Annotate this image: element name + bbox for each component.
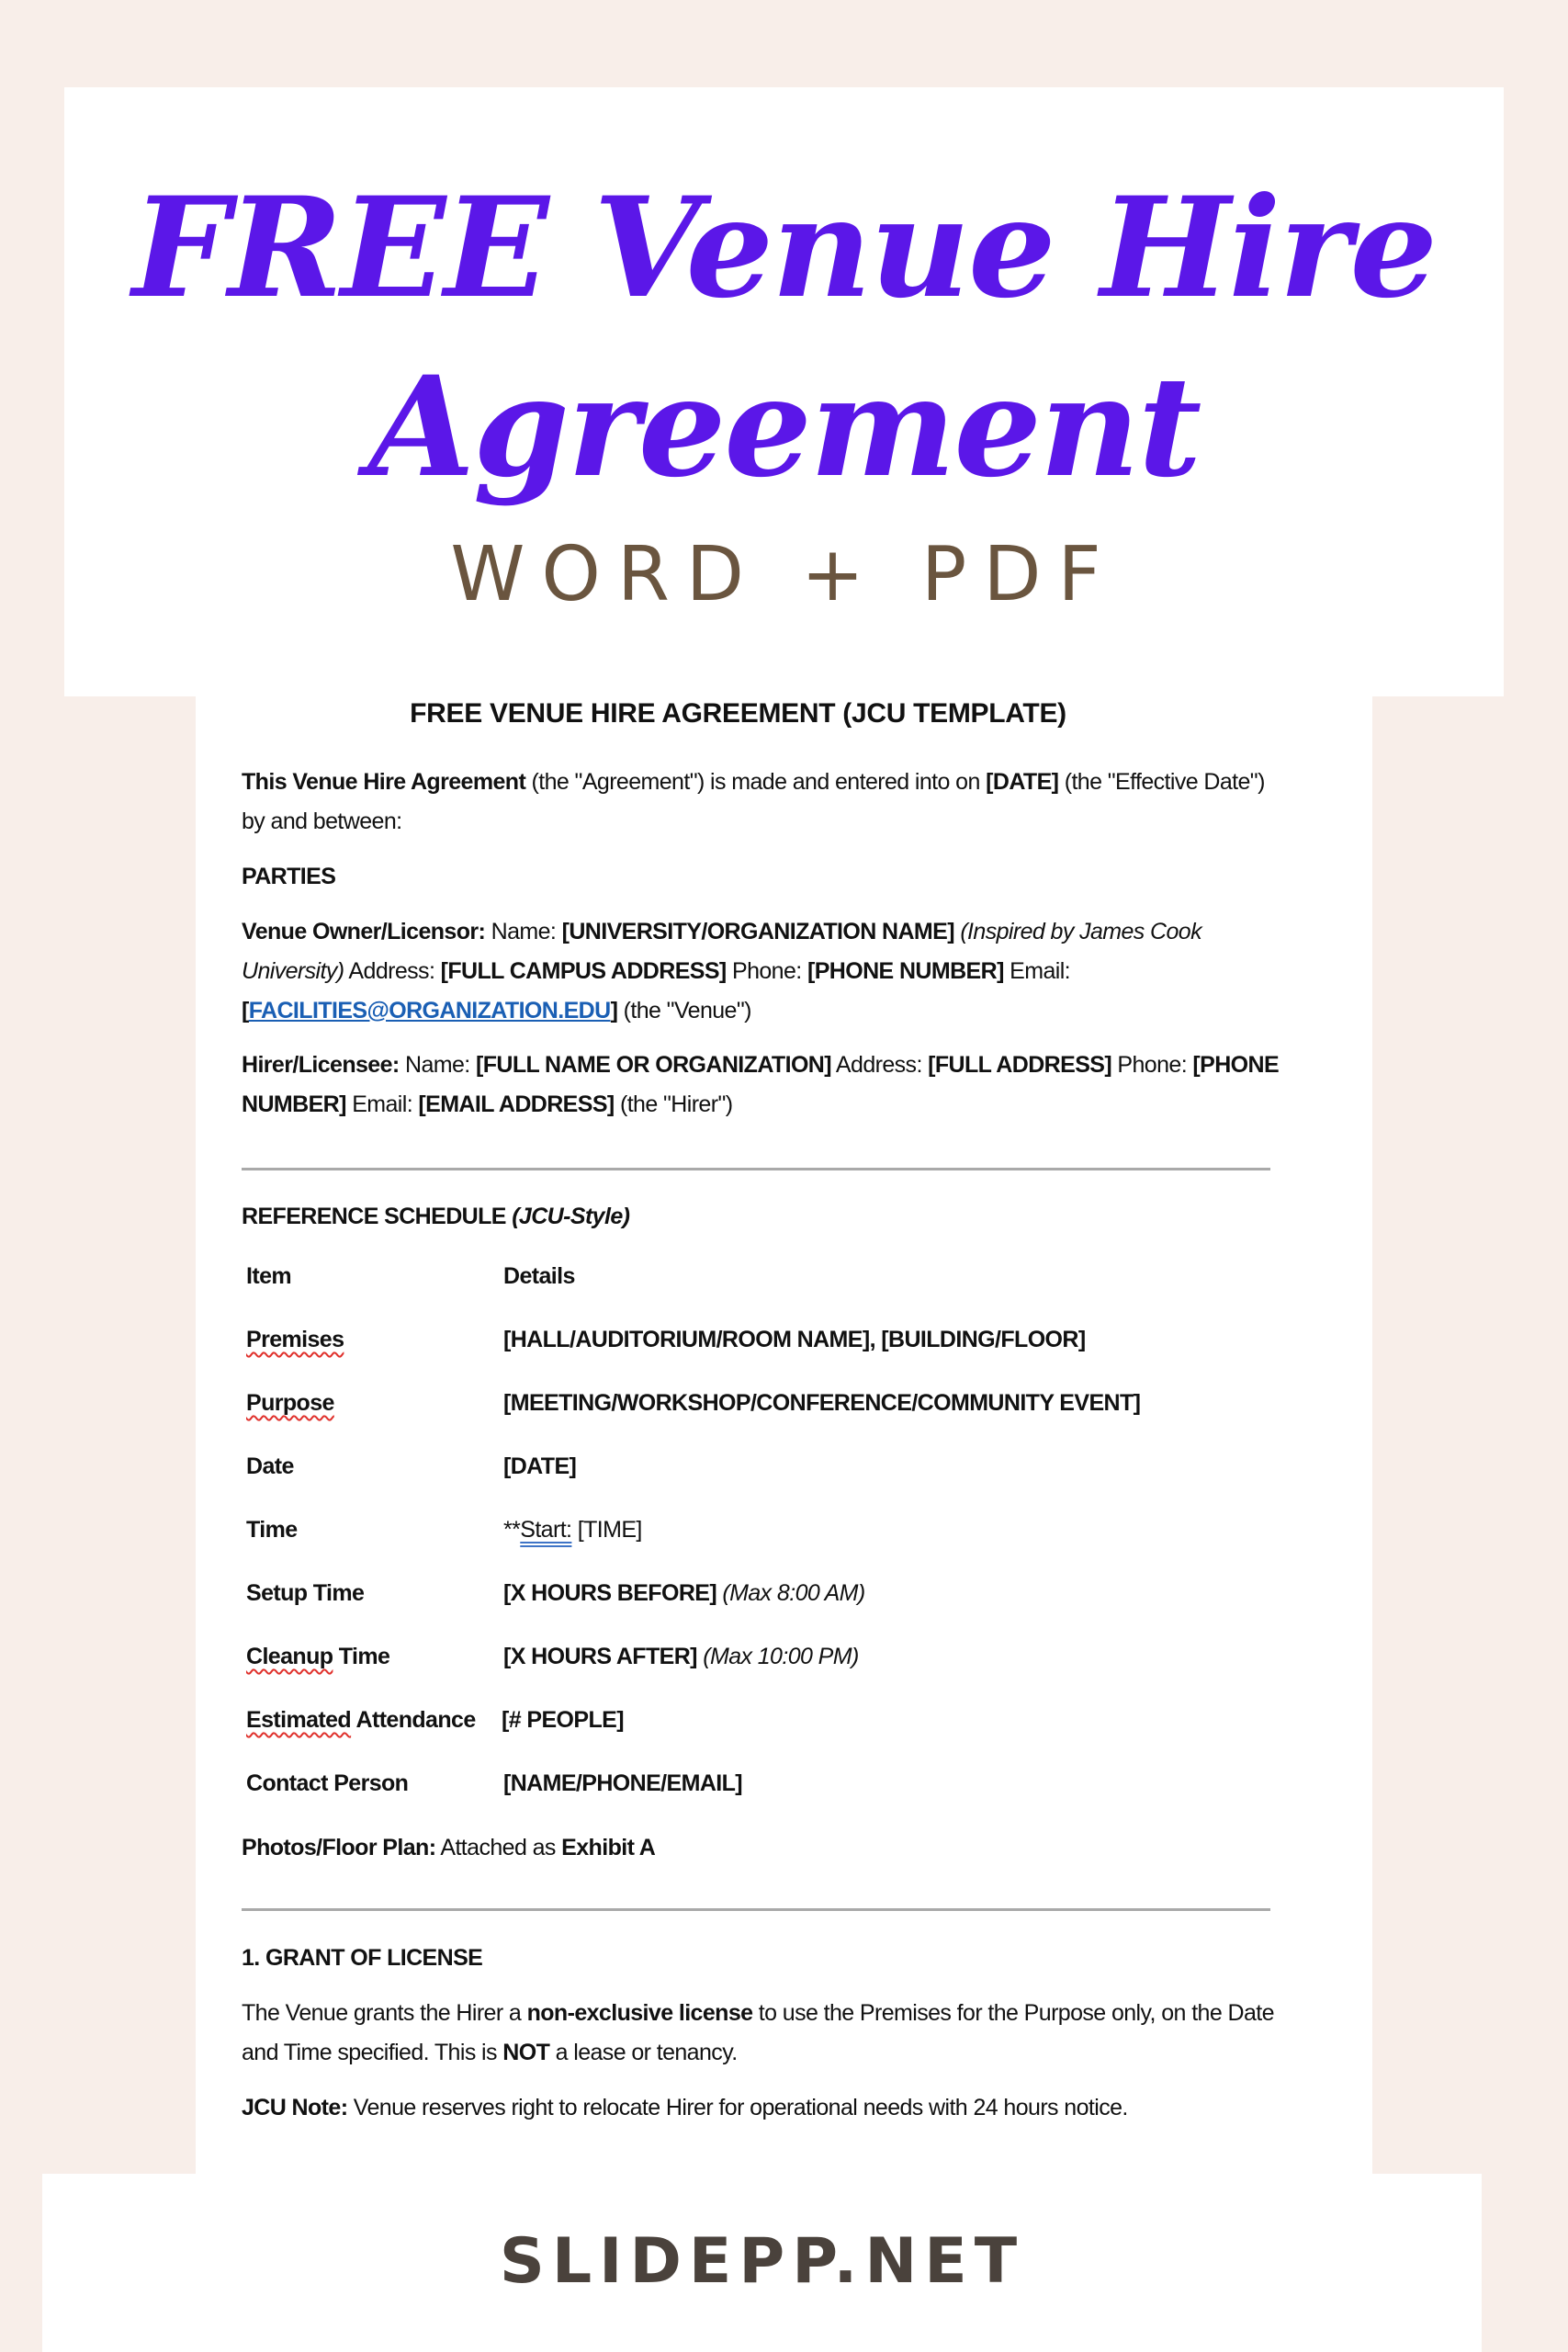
- hirer-phone-label: Phone:: [1111, 1052, 1193, 1078]
- row-item: Setup Time: [246, 1580, 365, 1606]
- exhibit-label: Exhibit A: [561, 1835, 656, 1860]
- asterisks: **: [503, 1517, 521, 1543]
- hirer-name-label: Name:: [399, 1052, 476, 1078]
- schedule-row-date: [246, 1453, 1275, 1490]
- licensor-note: (Inspired by James Cook University): [242, 919, 1202, 984]
- row-details: [HALL/AUDITORIUM/ROOM NAME], [BUILDING/FLOOR]: [503, 1327, 1086, 1352]
- hirer-name-value: [FULL NAME OR ORGANIZATION]: [475, 1052, 831, 1078]
- row-details: [DATE]: [503, 1453, 577, 1479]
- licensor-phone-label: Phone:: [726, 958, 807, 984]
- hirer-email-value: [EMAIL ADDRESS]: [418, 1091, 615, 1117]
- photos-text: Attached as: [435, 1835, 562, 1860]
- setup-value: [X HOURS BEFORE]: [503, 1580, 717, 1606]
- hirer-paragraph: [242, 1046, 1280, 1125]
- schedule-row-contact: [246, 1770, 1275, 1807]
- item-rest: Time: [333, 1644, 390, 1669]
- schedule-row-attendance: [246, 1707, 1275, 1744]
- parties-heading: PARTIES: [242, 864, 336, 889]
- licensor-name-label: Name:: [485, 919, 562, 944]
- licensor-phone-value: [PHONE NUMBER]: [807, 958, 1004, 984]
- intro-bold-lead: This Venue Hire Agreement: [242, 769, 526, 795]
- text: The Venue grants the Hirer a: [242, 2000, 527, 2026]
- bold-term: non-exclusive license: [526, 2000, 753, 2026]
- hero-banner: [64, 87, 1504, 696]
- row-item: Premises: [246, 1327, 344, 1352]
- row-details: [503, 1644, 859, 1670]
- hirer-address-label: Address:: [830, 1052, 929, 1078]
- schedule-row-time: [246, 1517, 1275, 1554]
- text: a lease or tenancy.: [549, 2040, 738, 2065]
- licensor-email-label: Email:: [1003, 958, 1071, 984]
- licensor-paragraph: [242, 912, 1280, 1031]
- row-details: [NAME/PHONE/EMAIL]: [503, 1770, 743, 1796]
- jcu-note: [242, 2088, 1280, 2128]
- schedule-header-row: [246, 1263, 1275, 1300]
- schedule-row-setup-time: [246, 1580, 1275, 1617]
- schedule-heading-text: REFERENCE SCHEDULE: [242, 1204, 513, 1229]
- hirer-suffix: (the "Hirer"): [614, 1091, 733, 1117]
- column-header-item: Item: [246, 1263, 292, 1289]
- section-1-heading: 1. GRANT OF LICENSE: [242, 1945, 483, 1971]
- hero-subtitle: WORD + PDF: [450, 531, 1118, 618]
- footer-banner: [42, 2174, 1482, 2352]
- schedule-row-cleanup-time: [246, 1644, 1275, 1680]
- hirer-address-value: [FULL ADDRESS]: [928, 1052, 1112, 1078]
- intro-text: (the "Agreement") is made and entered into on: [525, 769, 987, 795]
- cleanup-value: [X HOURS AFTER]: [503, 1644, 697, 1669]
- row-item: Time: [246, 1517, 298, 1543]
- row-item: Date: [246, 1453, 294, 1479]
- section-1-paragraph: [242, 1994, 1280, 2073]
- time-placeholder: [TIME]: [571, 1517, 642, 1543]
- divider: [242, 1168, 1270, 1170]
- hirer-email-label: Email:: [345, 1091, 419, 1117]
- photos-line: [242, 1828, 1280, 1868]
- bracket-close: ]: [610, 998, 618, 1023]
- misspelled-word: Estimated: [246, 1707, 352, 1733]
- row-details: [503, 1517, 642, 1544]
- date-placeholder: [DATE]: [986, 769, 1059, 795]
- hirer-phone-value: [PHONE NUMBER]: [242, 1052, 1280, 1117]
- row-details: [503, 1580, 865, 1607]
- licensor-name-value: [UNIVERSITY/ORGANIZATION NAME]: [561, 919, 954, 944]
- row-details: [MEETING/WORKSHOP/CONFERENCE/COMMUNITY EVENT]: [503, 1390, 1141, 1416]
- site-name: SLIDEPP.NET: [499, 2225, 1025, 2298]
- schedule-heading: [242, 1197, 1280, 1237]
- hero-title-line2: Agreement: [367, 346, 1201, 508]
- bracket-open: [: [242, 998, 249, 1023]
- document-title: FREE VENUE HIRE AGREEMENT (JCU TEMPLATE): [410, 698, 1066, 729]
- note-text: Venue reserves right to relocate Hirer for operational needs with 24 hours notice.: [347, 2095, 1128, 2120]
- licensor-address-value: [FULL CAMPUS ADDRESS]: [440, 958, 727, 984]
- row-details: [# PEOPLE]: [502, 1707, 624, 1733]
- row-item: Contact Person: [246, 1770, 409, 1796]
- divider: [242, 1908, 1270, 1911]
- column-header-details: Details: [503, 1263, 575, 1289]
- text: to use the Premises for the Purpose only, on the Date and Time specified. This is: [242, 2000, 1274, 2065]
- photos-label: Photos/Floor Plan:: [242, 1835, 436, 1860]
- misspelled-word: Cleanup: [246, 1644, 333, 1669]
- intro-paragraph: [242, 763, 1280, 842]
- licensor-email-link[interactable]: FACILITIES@ORGANIZATION.EDU: [248, 998, 611, 1023]
- row-item: [246, 1644, 389, 1670]
- hirer-label: Hirer/Licensee:: [242, 1052, 400, 1078]
- row-item: Purpose: [246, 1390, 334, 1416]
- bold-not: NOT: [502, 2040, 550, 2065]
- licensor-suffix: (the "Venue"): [617, 998, 751, 1023]
- intro-text-end: (the "Effective Date") by and between:: [242, 769, 1265, 834]
- schedule-heading-italic: (JCU-Style): [512, 1204, 630, 1229]
- licensor-label: Venue Owner/Licensor:: [242, 919, 486, 944]
- setup-note: (Max 8:00 AM): [716, 1580, 865, 1606]
- item-rest: Attendance: [351, 1707, 476, 1733]
- start-label: Start:: [520, 1517, 572, 1543]
- document-preview: [196, 696, 1372, 2174]
- licensor-address-label: Address:: [344, 958, 441, 984]
- note-label: JCU Note:: [242, 2095, 348, 2120]
- schedule-row-premises: [246, 1327, 1275, 1363]
- row-item: [246, 1707, 476, 1734]
- schedule-row-purpose: [246, 1390, 1275, 1427]
- hero-title-line1: FREE Venue Hire: [131, 167, 1437, 329]
- cleanup-note: (Max 10:00 PM): [696, 1644, 859, 1669]
